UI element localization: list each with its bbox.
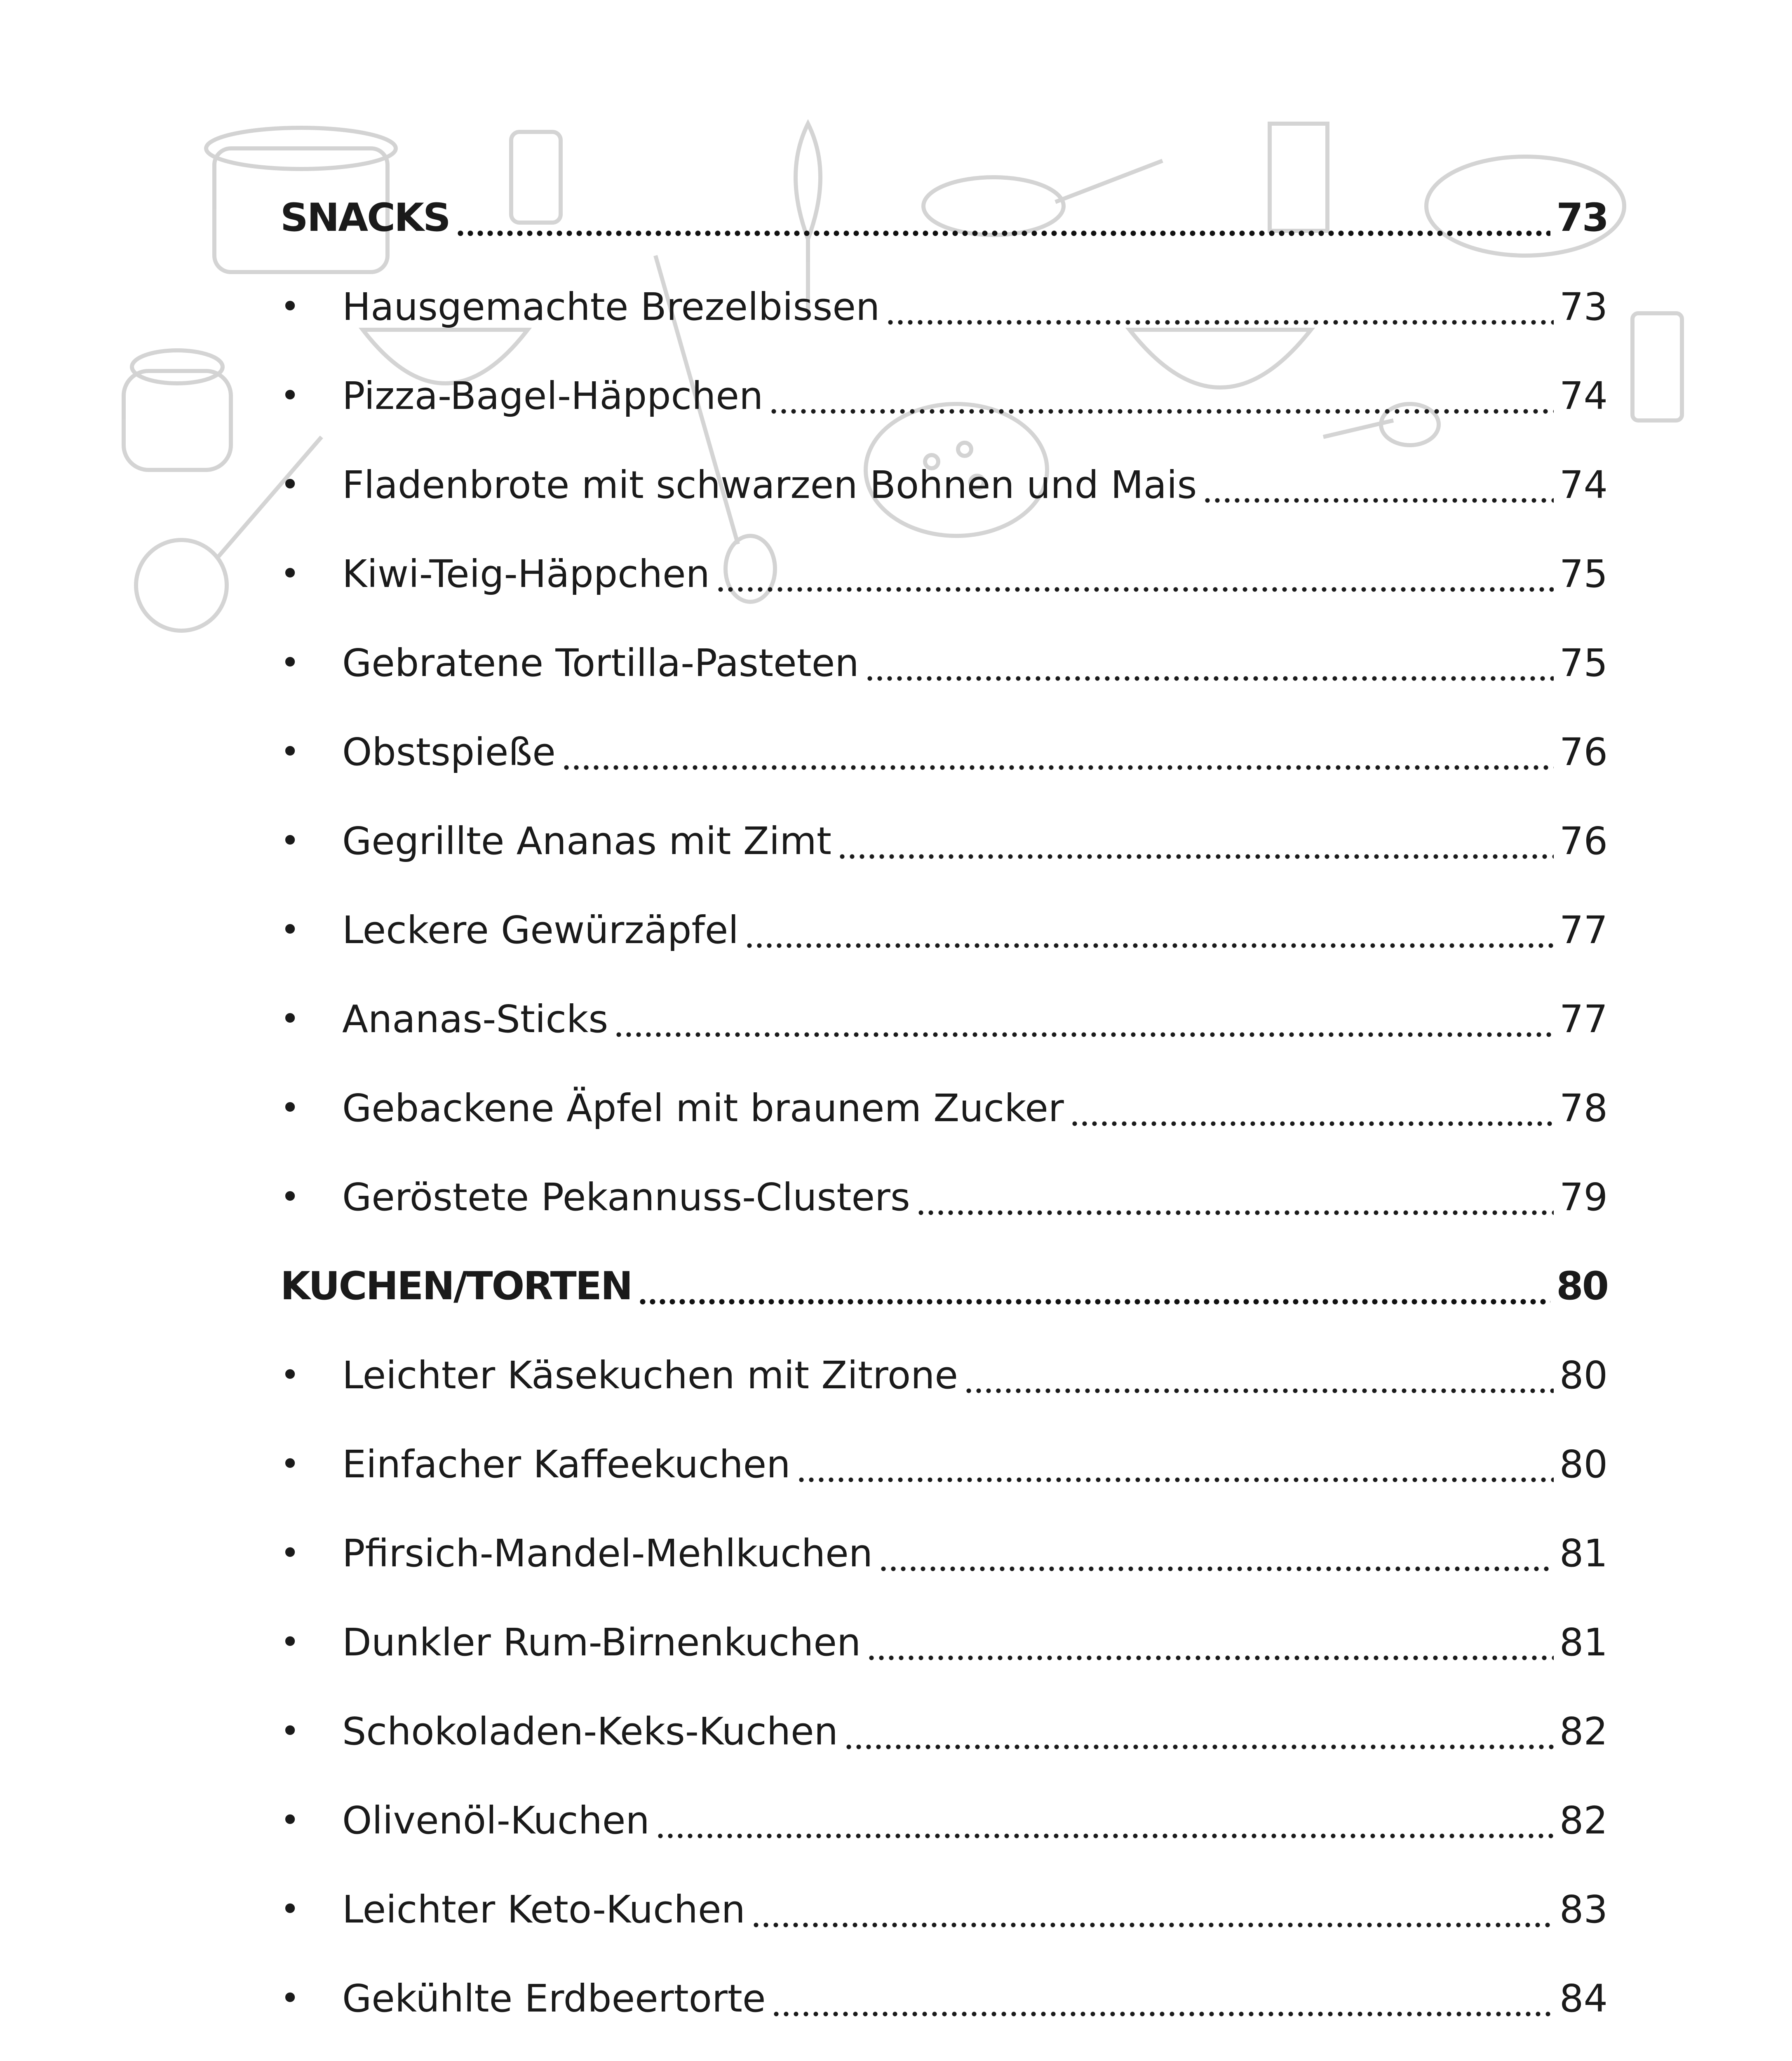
toc-page-number: 80 bbox=[1559, 1442, 1608, 1486]
toc-entry[interactable] bbox=[280, 1509, 1608, 1598]
bullet-icon: • bbox=[280, 1000, 300, 1038]
dot-leader bbox=[878, 1534, 1554, 1572]
toc-entry-title: Gekühlte Erdbeertorte bbox=[342, 1976, 766, 2021]
dot-leader bbox=[638, 1267, 1551, 1305]
toc-page-number: 73 bbox=[1559, 284, 1608, 329]
toc-page-number: 75 bbox=[1559, 552, 1608, 596]
toc-entry-title: Leichter Käsekuchen mit Zitrone bbox=[342, 1353, 958, 1397]
toc-entry-title: Pfirsich-Mandel-Mehlkuchen bbox=[342, 1531, 873, 1575]
toc-page-number: 77 bbox=[1559, 997, 1608, 1041]
bullet-icon: • bbox=[280, 1356, 300, 1394]
toc-entry-title: Olivenöl-Kuchen bbox=[342, 1798, 650, 1843]
toc-page-number: 80 bbox=[1556, 1263, 1608, 1309]
toc-entry-title: Gebratene Tortilla-Pasteten bbox=[342, 641, 859, 685]
toc-page-number: 82 bbox=[1559, 1798, 1608, 1843]
bullet-icon: • bbox=[280, 1534, 300, 1572]
dot-leader bbox=[771, 1979, 1553, 2017]
toc-entry-title: Pizza-Bagel-Häppchen bbox=[342, 373, 763, 418]
toc-page-number: 76 bbox=[1559, 819, 1608, 863]
toc-entry[interactable] bbox=[280, 796, 1608, 885]
bullet-icon: • bbox=[280, 554, 300, 593]
dot-leader bbox=[561, 733, 1554, 771]
toc-entry-title: Ananas-Sticks bbox=[342, 997, 608, 1041]
toc-page-number: 78 bbox=[1559, 1086, 1608, 1130]
toc-entry-title: Leckere Gewürzäpfel bbox=[342, 908, 739, 952]
toc-entry-title: Dunkler Rum-Birnenkuchen bbox=[342, 1620, 861, 1664]
bullet-icon: • bbox=[280, 465, 300, 504]
toc-entry[interactable] bbox=[280, 262, 1608, 351]
toc-entry[interactable] bbox=[280, 885, 1608, 974]
bullet-icon: • bbox=[280, 822, 300, 860]
dot-leader bbox=[867, 1623, 1554, 1661]
toc-page-number: 81 bbox=[1559, 1620, 1608, 1664]
toc-entry-title: Leichter Keto-Kuchen bbox=[342, 1887, 745, 1932]
toc-section-kuchen-torten[interactable] bbox=[280, 1242, 1608, 1331]
dot-leader bbox=[837, 822, 1554, 860]
toc-page-number: 82 bbox=[1559, 1709, 1608, 1753]
toc-entry[interactable] bbox=[280, 974, 1608, 1063]
dot-leader bbox=[614, 1000, 1554, 1038]
dot-leader bbox=[844, 1712, 1554, 1750]
toc-page-number: 75 bbox=[1559, 641, 1608, 685]
bullet-icon: • bbox=[280, 643, 300, 682]
toc-entry[interactable] bbox=[280, 1420, 1608, 1509]
toc-entry-title: Obstspieße bbox=[342, 730, 556, 774]
bullet-icon: • bbox=[280, 1979, 300, 2017]
bullet-icon: • bbox=[280, 1890, 300, 1928]
dot-leader bbox=[769, 377, 1554, 415]
toc-entry-title: Hausgemachte Brezelbissen bbox=[342, 284, 880, 329]
bullet-icon: • bbox=[280, 1445, 300, 1483]
toc-entry[interactable] bbox=[280, 1331, 1608, 1420]
bullet-icon: • bbox=[280, 732, 300, 771]
toc-entry[interactable] bbox=[280, 1776, 1608, 1865]
toc-entry[interactable] bbox=[280, 707, 1608, 796]
toc-entry[interactable] bbox=[280, 440, 1608, 529]
dot-leader bbox=[885, 288, 1554, 326]
toc-section-snacks[interactable] bbox=[280, 173, 1608, 262]
toc-page-number: 81 bbox=[1559, 1531, 1608, 1575]
toc-page-number: 84 bbox=[1559, 1976, 1608, 2021]
bullet-icon: • bbox=[280, 376, 300, 415]
dot-leader bbox=[745, 911, 1554, 949]
bullet-icon: • bbox=[280, 287, 300, 326]
toc-entry[interactable] bbox=[280, 1954, 1608, 2043]
bullet-icon: • bbox=[280, 911, 300, 949]
dot-leader bbox=[456, 199, 1551, 237]
toc-page-number: 77 bbox=[1559, 908, 1608, 952]
bullet-icon: • bbox=[280, 1712, 300, 1750]
dot-leader bbox=[964, 1356, 1554, 1394]
toc-entry[interactable] bbox=[280, 1598, 1608, 1687]
toc-page-number: 79 bbox=[1559, 1175, 1608, 1219]
toc-entry[interactable] bbox=[280, 618, 1608, 707]
dot-leader bbox=[916, 1178, 1554, 1216]
bullet-icon: • bbox=[280, 1089, 300, 1127]
bullet-icon: • bbox=[280, 1178, 300, 1216]
bullet-icon: • bbox=[280, 1801, 300, 1839]
toc-entry-title: Gegrillte Ananas mit Zimt bbox=[342, 819, 831, 863]
toc-page-number: 74 bbox=[1559, 462, 1608, 507]
dot-leader bbox=[865, 644, 1554, 682]
toc-page-number: 76 bbox=[1559, 730, 1608, 774]
toc-entry[interactable] bbox=[280, 529, 1608, 618]
toc-entry[interactable] bbox=[280, 1687, 1608, 1776]
toc-page-number: 73 bbox=[1556, 195, 1608, 240]
toc-entry[interactable] bbox=[280, 1063, 1608, 1153]
toc-entry[interactable] bbox=[280, 1865, 1608, 1954]
toc-entry-title: Fladenbrote mit schwarzen Bohnen und Mais bbox=[342, 462, 1197, 507]
toc-section-title: SNACKS bbox=[280, 195, 450, 240]
toc-entry-title: Gebackene Äpfel mit braunem Zucker bbox=[342, 1086, 1064, 1130]
dot-leader bbox=[1202, 466, 1553, 504]
toc-entry-title: Kiwi-Teig-Häppchen bbox=[342, 552, 710, 596]
bullet-icon: • bbox=[280, 1623, 300, 1661]
toc-entry-title: Schokoladen-Keks-Kuchen bbox=[342, 1709, 838, 1753]
toc-entry[interactable] bbox=[280, 2043, 1608, 2061]
toc-entry[interactable] bbox=[280, 1153, 1608, 1242]
dot-leader bbox=[1070, 1089, 1554, 1127]
dot-leader bbox=[655, 1801, 1554, 1839]
dot-leader bbox=[796, 1445, 1554, 1483]
toc-entry-title: Einfacher Kaffeekuchen bbox=[342, 1442, 791, 1486]
toc-section-title: KUCHEN/TORTEN bbox=[280, 1263, 632, 1309]
toc-entry-title: Geröstete Pekannuss-Clusters bbox=[342, 1175, 910, 1219]
toc-entry[interactable] bbox=[280, 351, 1608, 440]
dot-leader bbox=[751, 1890, 1554, 1928]
toc-page-number: 80 bbox=[1559, 1353, 1608, 1397]
toc-page-number: 83 bbox=[1559, 1887, 1608, 1932]
table-of-contents bbox=[280, 173, 1608, 2061]
toc-page-number: 74 bbox=[1559, 373, 1608, 418]
dot-leader bbox=[716, 555, 1554, 593]
